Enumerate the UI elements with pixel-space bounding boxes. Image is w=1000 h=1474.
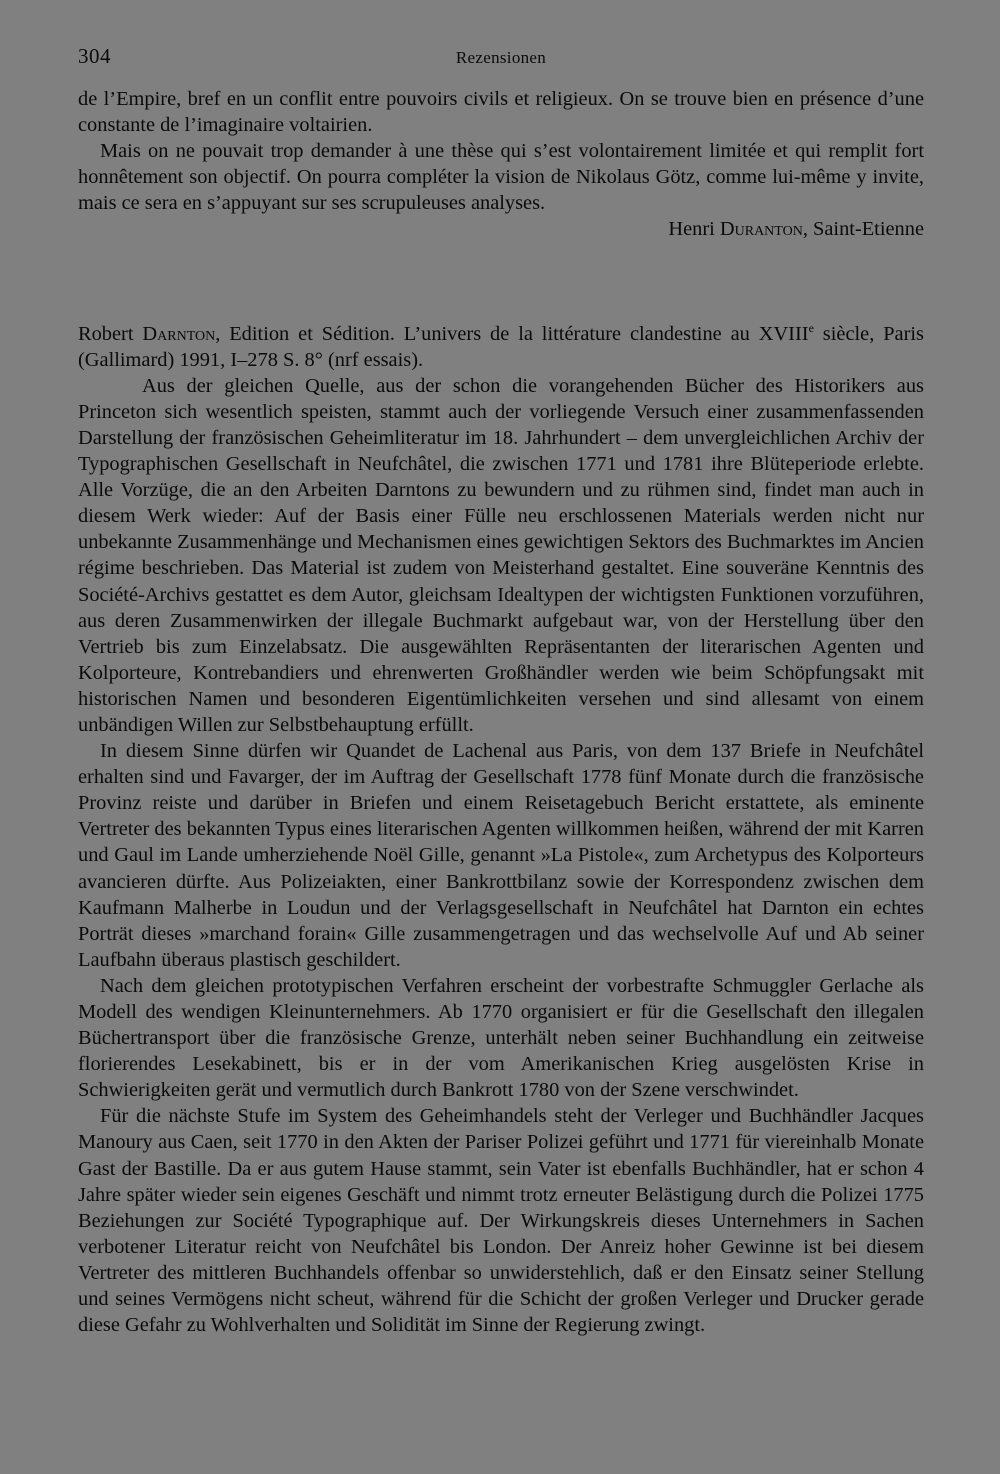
paragraph: Nach dem gleichen prototypischen Verfahren erscheint der vorbestrafte Schmuggler Gerlache als Modell des wendigen Kleinunternehmers. Ab 1770 organisiert er für die Gesellschaft den illegalen Büchertransport über die französische Grenze, unterhält neben seiner Buchhandlung ein zeitweise florierendes Lesekabinett, bis er in der vom Amerikanischen Krieg ausgelösten Krise in Schwierigkeiten gerät und vermutlich durch Bankrott 1780 von der Szene verschwindet. — [78, 974, 924, 1102]
citation-author-surname: Darnton — [142, 322, 216, 345]
paragraph: Aus der gleichen Quelle, aus der schon die vorangehenden Bücher des Historikers aus Princeton sich wesentlich speisten, stammt auch der vorliegende Versuch einer zusammenfassenden Darstellung der französischen Geheimliteratur im 18. Jahrhundert – dem unvergleichlichen Archiv der Typographischen Gesellschaft in Neufchâtel, die zwischen 1771 und 1781 ihre Blüteperiode erlebte. Alle Vorzüge, die an den Arbeiten Darntons zu bewundern und zu rühmen sind, findet man auch in diesem Werk wieder: Auf der Basis einer Fülle neu erschlossenen Materials werden nicht nur unbekannte Zusammenhänge und Mechanismen eines gewichtigen Sektors des Buchmarktes im Ancien régime beschrieben. Das Material ist zudem von Meisterhand gestaltet. Eine souveräne Kenntnis des Société-Archivs gestattet es dem Autor, gleichsam Idealtypen der wichtigsten Funktionen vorzuführen, aus deren Zusammenwirken der illegale Buchmarkt aufgebaut war, von der Herstellung über den Vertrieb bis zum Einzelabsatz. Die ausgewählten Repräsentanten der literarischen Agenten und Kolporteure, Kontrebandiers und ehrenwerten Großhändler werden wie beim Schöpfungsakt mit historischen Namen und besonderen Eigentümlichkeiten versehen und sind allesamt von einem unbändigen Willen zur Selbstbehauptung erfüllt. — [78, 374, 924, 736]
citation-author-first: Robert — [78, 322, 143, 345]
reviewer-place: , Saint-Etienne — [802, 218, 924, 241]
running-head: Rezensionen — [455, 48, 547, 67]
page-number: 304 — [78, 44, 111, 68]
reviewer-surname: Duranton — [719, 218, 803, 241]
page — [78, 44, 924, 1338]
page-header — [78, 44, 924, 86]
reviewer-signature — [78, 216, 924, 242]
citation-title: , Edition et Sédition. L’univers de la littérature clandestine au XVIII — [215, 322, 809, 345]
review — [78, 321, 924, 1339]
reviewer-first-name: Henri — [668, 218, 720, 241]
section-gap — [78, 243, 924, 321]
citation-superscript: e — [808, 320, 814, 335]
paragraph: In diesem Sinne dürfen wir Quandet de Lachenal aus Paris, von dem 137 Briefe in Neufchâtel erhalten sind und Favarger, der im Auftrag der Gesellschaft 1778 fünf Monate durch die französische Provinz reiste und darüber in Briefen und einem Reisetagebuch Bericht erstattete, als eminente Vertreter des bekannten Typus eines literarischen Agenten willkommen heißen, während der mit Karren und Gaul im Lande umherziehende Noël Gille, genannt »La Pistole«, zum Archetypus des Kolporteurs avancieren dürfte. Aus Polizeiakten, einer Bankrottbilanz sowie der Korrespondenz zwischen dem Kaufmann Malherbe in Loudun und der Verlagsgesellschaft in Neufchâtel hat Darnton ein echtes Porträt dieses »marchand forain« Gille zusammengetragen und das wechselvolle Auf und Ab seiner Laufbahn überaus plastisch geschildert. — [78, 740, 924, 971]
citation-publication: siècle, Paris (Gallimard) 1991, I–278 S. 8° (nrf essais). — [78, 322, 924, 371]
paragraph: Mais on ne pouvait trop demander à une thèse qui s’est volontairement limitée et qui remplit fort honnêtement son objectif. On pourra compléter la vision de Nikolaus Götz, comme lui-même y invite, mais ce sera en s’appuyant sur ses scrupuleuses analyses. — [78, 140, 924, 215]
book-citation — [78, 321, 924, 373]
previous-review-end — [78, 86, 924, 243]
paragraph: Für die nächste Stufe im System des Geheimhandels steht der Verleger und Buchhändler Jacques Manoury aus Caen, seit 1770 in den Akten der Pariser Polizei geführt und 1771 für viereinhalb Monate Gast der Bastille. Da er aus gutem Hause stammt, sein Vater ist ebenfalls Buchhändler, hat er schon 4 Jahre später wieder sein eigenes Geschäft und nimmt trotz erneuter Belästigung durch die Polizei 1775 Beziehungen zur Société Typographique auf. Der Wirkungskreis dieses Unternehmers in Sachen verbotener Literatur reicht von Neufchâtel bis London. Der Anreiz hoher Gewinne ist bei diesem Vertreter des mittleren Buchhandels offenbar so unwiderstehlich, daß er den Einsatz seiner Stellung und seines Vermögens nicht scheut, während für die Schicht der großen Verleger und Drucker gerade diese Gefahr zu Wohlverhalten und Solidität im Sinne der Regierung zwingt. — [78, 1105, 924, 1337]
paragraph: de l’Empire, bref en un conflit entre pouvoirs civils et religieux. On se trouve bien en présence d’une constante de l’imaginaire voltairien. — [78, 88, 924, 137]
